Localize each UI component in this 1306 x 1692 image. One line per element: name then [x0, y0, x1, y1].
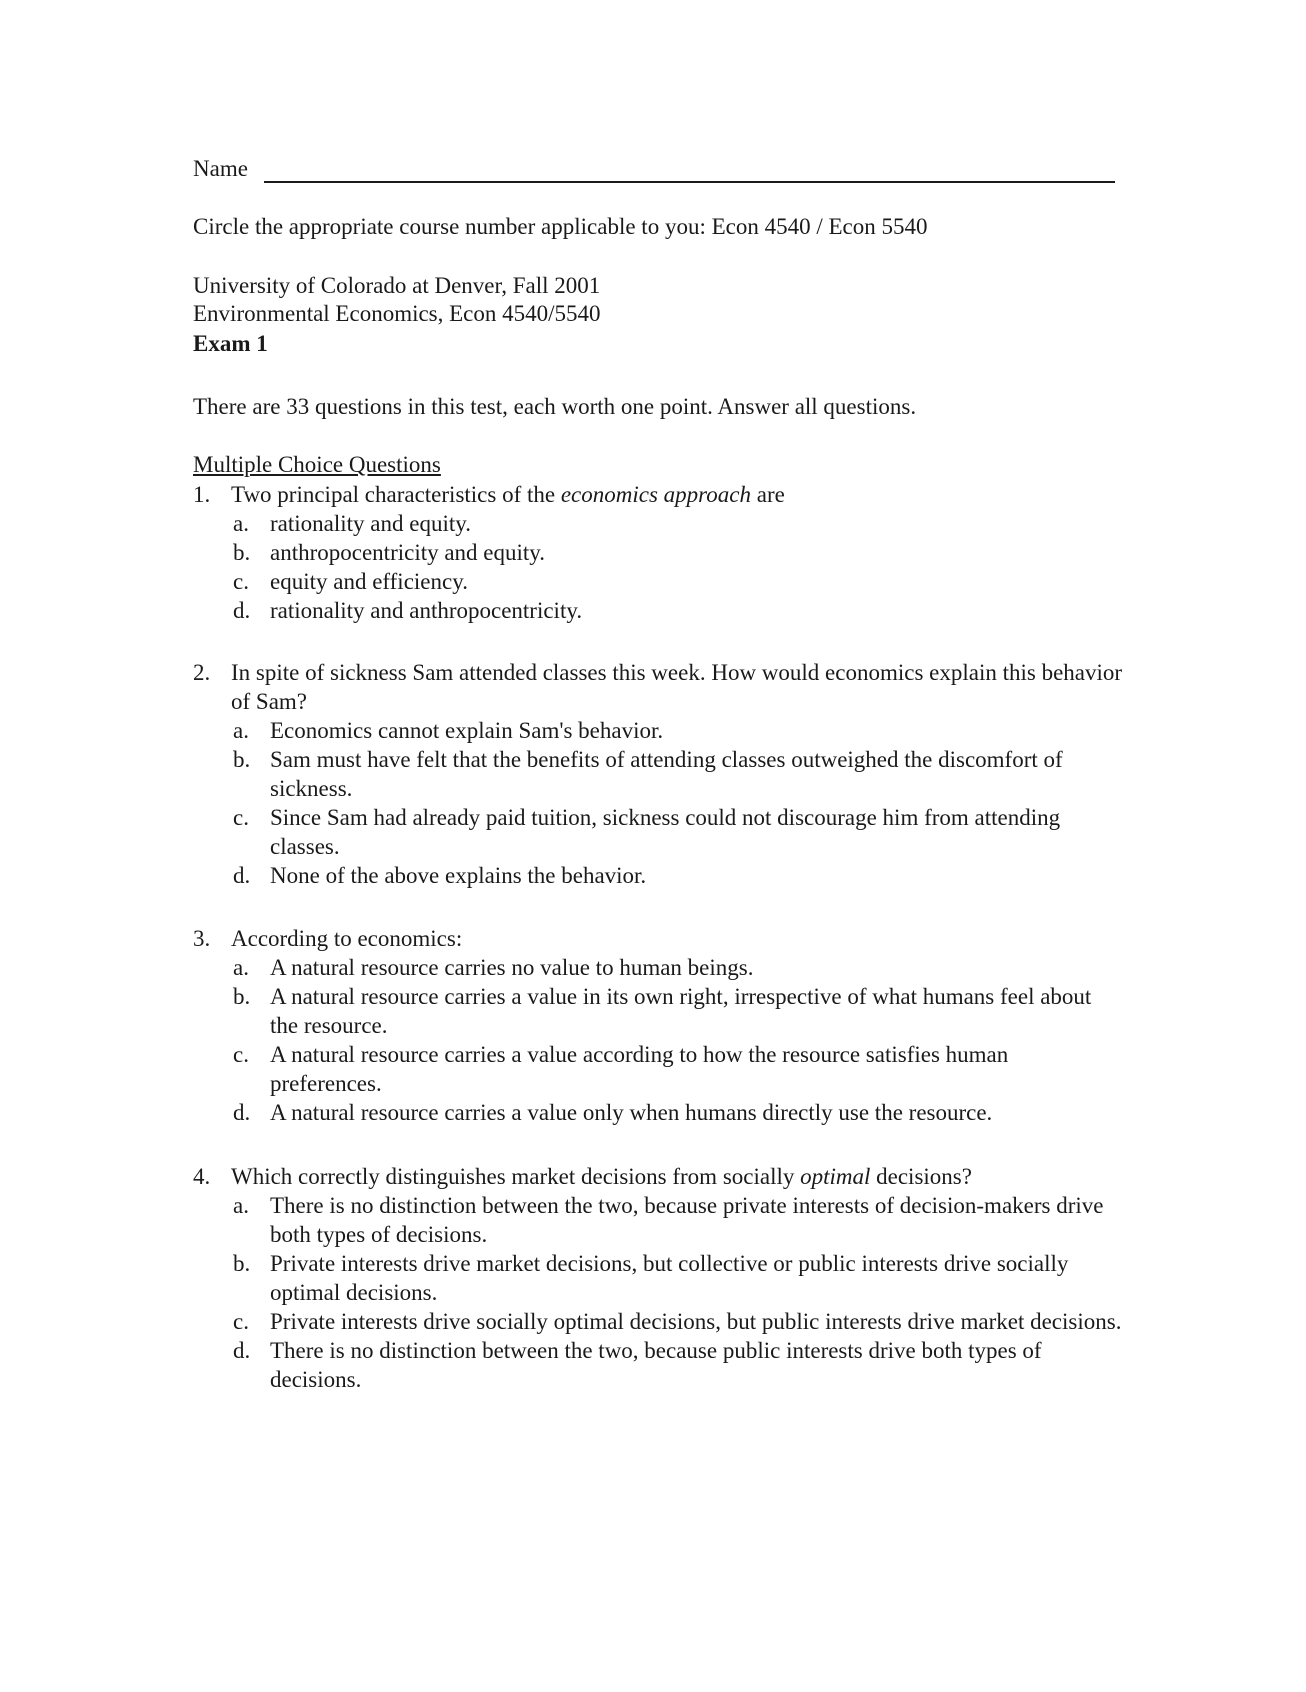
option-text: There is no distinction between the two, because private interests of decision-makers drive both types of decisions. [270, 1193, 1104, 1247]
answer-option [193, 509, 1123, 538]
option-text: anthropocentricity and equity. [270, 540, 546, 565]
name-field [193, 154, 1123, 184]
option-text: Economics cannot explain Sam's behavior. [270, 718, 664, 743]
question-stem [193, 658, 1123, 716]
question-1 [193, 480, 1123, 625]
question-number: 4. [193, 1164, 211, 1189]
stem-text: Which correctly distinguishes market decisions from socially [231, 1164, 801, 1189]
answer-option [193, 803, 1123, 861]
answer-option [193, 745, 1123, 803]
option-letter: d. [233, 1100, 251, 1125]
option-letter: b. [233, 984, 251, 1009]
option-text: Sam must have felt that the benefits of attending classes outweighed the discomfort of sickness. [270, 747, 1063, 801]
option-letter: a. [233, 1193, 249, 1218]
answer-option [193, 861, 1123, 890]
question-4 [193, 1162, 1123, 1394]
question-stem [193, 924, 1123, 953]
option-letter: a. [233, 955, 249, 980]
section-heading: Multiple Choice Questions [193, 452, 441, 477]
name-underline [264, 181, 1115, 183]
question-number: 2. [193, 660, 211, 685]
option-letter: b. [233, 540, 251, 565]
option-text: Private interests drive market decisions, but collective or public interests drive socially optimal decisions. [270, 1251, 1069, 1305]
option-text: A natural resource carries a value according to how the resource satisfies human preferences. [270, 1042, 1009, 1096]
answer-option [193, 538, 1123, 567]
option-letter: c. [233, 805, 249, 830]
answer-option [193, 1040, 1123, 1098]
exam-title: Exam 1 [193, 331, 268, 356]
question-3 [193, 924, 1123, 1127]
answer-option [193, 982, 1123, 1040]
option-text: A natural resource carries a value only when humans directly use the resource. [270, 1100, 993, 1125]
answer-options [193, 1191, 1123, 1394]
option-text: A natural resource carries a value in its own right, irrespective of what humans feel about the resource. [270, 984, 1092, 1038]
exam-instructions: There are 33 questions in this test, each worth one point. Answer all questions. [193, 394, 917, 419]
option-text: equity and efficiency. [270, 569, 468, 594]
course-title-line: Environmental Economics, Econ 4540/5540 [193, 301, 601, 326]
option-text: Since Sam had already paid tuition, sickness could not discourage him from attending classes. [270, 805, 1061, 859]
option-letter: c. [233, 1042, 249, 1067]
option-text: rationality and anthropocentricity. [270, 598, 583, 623]
answer-option [193, 1191, 1123, 1249]
question-stem [193, 480, 1123, 509]
answer-option [193, 953, 1123, 982]
question-stem [193, 1162, 1123, 1191]
option-letter: d. [233, 1338, 251, 1363]
question-number: 1. [193, 482, 211, 507]
option-letter: a. [233, 511, 249, 536]
course-number-prompt: Circle the appropriate course number applicable to you: Econ 4540 / Econ 5540 [193, 214, 928, 239]
exam-header [193, 272, 601, 358]
option-letter: a. [233, 718, 249, 743]
option-text: None of the above explains the behavior. [270, 863, 647, 888]
answer-option [193, 1098, 1123, 1127]
question-2 [193, 658, 1123, 890]
option-letter: c. [233, 1309, 249, 1334]
option-text: rationality and equity. [270, 511, 471, 536]
answer-option [193, 1249, 1123, 1307]
option-letter: b. [233, 1251, 251, 1276]
option-letter: d. [233, 598, 251, 623]
option-text: There is no distinction between the two, because public interests drive both types of decisions. [270, 1338, 1042, 1392]
answer-options [193, 953, 1123, 1127]
stem-text: decisions? [870, 1164, 972, 1189]
answer-options [193, 716, 1123, 890]
stem-text: In spite of sickness Sam attended classes this week. How would economics explain this behavior of Sam? [231, 660, 1123, 714]
university-line: University of Colorado at Denver, Fall 2001 [193, 273, 601, 298]
stem-emphasis: economics approach [560, 482, 751, 507]
answer-options [193, 509, 1123, 625]
option-letter: d. [233, 863, 251, 888]
stem-text: According to economics: [231, 926, 463, 951]
answer-option [193, 1336, 1123, 1394]
name-label: Name [193, 156, 248, 181]
stem-text: Two principal characteristics of the [231, 482, 561, 507]
question-number: 3. [193, 926, 211, 951]
option-text: Private interests drive socially optimal decisions, but public interests drive market decisions. [270, 1309, 1122, 1334]
stem-emphasis: optimal [800, 1164, 871, 1189]
answer-option [193, 596, 1123, 625]
stem-text: are [750, 482, 785, 507]
answer-option [193, 716, 1123, 745]
option-text: A natural resource carries no value to human beings. [270, 955, 754, 980]
answer-option [193, 567, 1123, 596]
option-letter: c. [233, 569, 249, 594]
option-letter: b. [233, 747, 251, 772]
answer-option [193, 1307, 1123, 1336]
